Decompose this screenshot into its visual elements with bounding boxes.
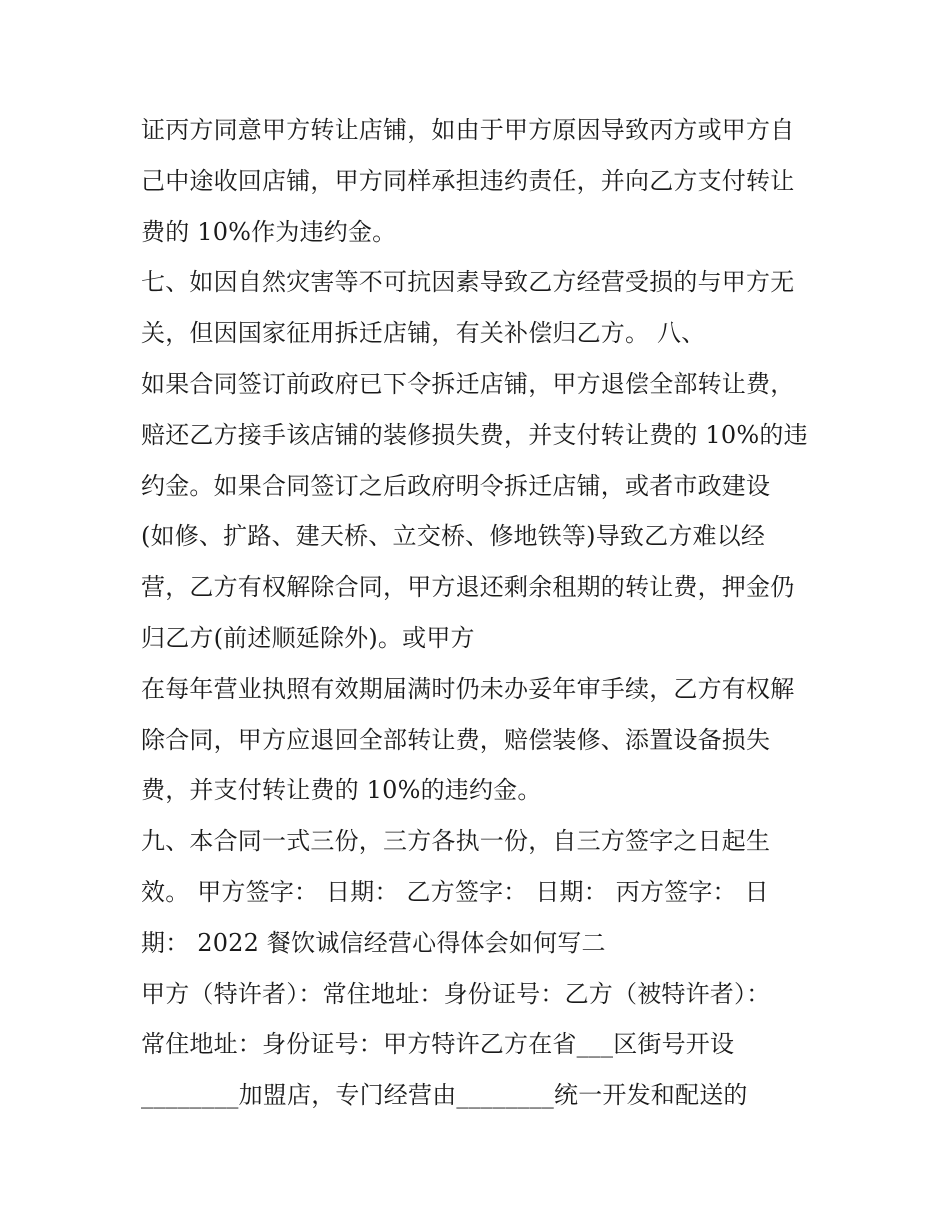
text-line: 七、如因自然灾害等不可抗因素导致乙方经营受损的与甲方无 [141,268,795,297]
text-line: 己中途收回店铺，甲方同样承担违约责任，并向乙方支付转让 [141,166,795,195]
text-line: 费，并支付转让费的 10%的违约金。 [141,776,542,805]
text-line: 期： 2022 餐饮诚信经营心得体会如何写二 [141,928,606,957]
text-line: 费的 10%作为违约金。 [141,217,397,246]
text-line: ________加盟店，专门经营由________统一开发和配送的 [141,1081,748,1110]
text-line: 如果合同签订前政府已下令拆迁店铺，甲方退偿全部转让费， [141,369,795,398]
text-line: 赔还乙方接手该店铺的装修损失费，并支付转让费的 10%的违 [141,420,808,449]
text-line: 常住地址：身份证号：甲方特许乙方在省___区街号开设 [141,1030,735,1059]
text-line: 约金。如果合同签订之后政府明令拆迁店铺，或者市政建设 [141,471,771,500]
text-line: 归乙方(前述顺延除外)。或甲方 [141,623,475,652]
text-line: 证丙方同意甲方转让店铺，如由于甲方原因导致丙方或甲方自 [141,116,795,144]
text-line: 除合同，甲方应退回全部转让费，赔偿装修、添置设备损失 [141,725,771,754]
text-line: 九、本合同一式三份，三方各执一份，自三方签字之日起生 [141,827,771,856]
contract-text [141,105,821,1121]
text-line: 甲方（特许者）：常住地址：身份证号：乙方（被特许者）： [141,979,771,1008]
text-line: 效。 甲方签字： 日期： 乙方签字： 日期： 丙方签字： 日 [141,877,769,906]
text-line: 关，但因国家征用拆迁店铺，有关补偿归乙方。 八、 [141,319,706,348]
text-line: 营，乙方有权解除合同，甲方退还剩余租期的转让费，押金仍 [141,573,795,602]
text-line: 在每年营业执照有效期届满时仍未办妥年审手续，乙方有权解 [141,674,795,703]
text-line: (如修、扩路、建天桥、立交桥、修地铁等)导致乙方难以经 [141,522,766,551]
